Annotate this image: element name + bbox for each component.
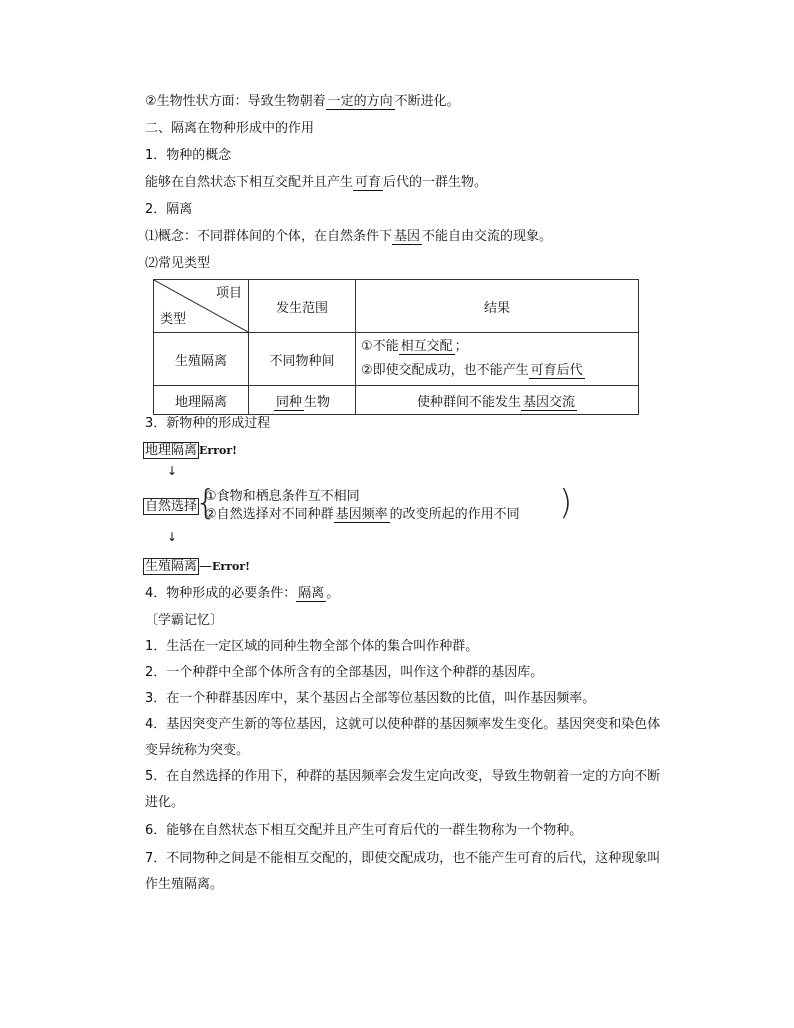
table-header-row (154, 280, 639, 333)
memory-item: 5．在自然选择的作用下，种群的基因频率会发生定向改变，导致生物朝着一定的方向不断 (145, 769, 661, 784)
error-text: Error! (212, 560, 250, 573)
text-segment: 使种群间不能发生 (416, 394, 521, 410)
memory-item: 7．不同物种之间是不能相互交配的，即使交配成功，也不能产生可育的后代，这种现象叫 (145, 851, 661, 866)
table-cell (249, 386, 356, 415)
process-box: 生殖隔离 (145, 559, 198, 574)
header-corner-top: 项目 (215, 286, 242, 301)
answer-blank: 可育 (355, 175, 382, 190)
text-segment: ⑴概念：不同群体间的个体，在自然条件下 (145, 229, 393, 244)
process-box: 自然选择 (145, 499, 198, 514)
table-header-cell: 发生范围 (249, 280, 356, 333)
subheading: 3．新物种的形成过程 (145, 416, 271, 431)
text-segment: ②生物性状方面：导致生物朝着 (145, 94, 326, 109)
process-step-geographic (143, 442, 237, 460)
table-row (154, 386, 639, 415)
answer-blank: 基因频率 (335, 507, 388, 522)
table-cell (356, 333, 639, 386)
text-segment: ②自然选择对不同种群 (205, 507, 334, 522)
text-segment: ①不能 (361, 339, 399, 354)
text-segment: 不能自由交流的现象。 (422, 229, 553, 244)
memory-item: 作生殖隔离。 (145, 877, 224, 892)
text-segment: ②即使交配成功，也不能产生 (361, 363, 529, 378)
answer-blank: 可育后代 (530, 363, 583, 378)
memory-item: 变异统称为突变。 (145, 743, 250, 758)
memory-item: 进化。 (145, 795, 185, 810)
memory-item: 6．能够在自然状态下相互交配并且产生可育后代的一群生物称为一个物种。 (145, 823, 583, 838)
text-segment: 的改变所起的作用不同 (389, 507, 520, 522)
text-line (145, 93, 460, 111)
memory-title: 〔学霸记忆〕 (145, 613, 224, 628)
table-header-cell: 结果 (356, 280, 639, 333)
memory-item: 3．在一个种群基因库中，某个基因占全部等位基因数的比值，叫作基因频率。 (145, 691, 596, 706)
text-segment: — (199, 559, 213, 574)
process-box: 地理隔离 (145, 443, 198, 458)
memory-item: 4．基因突变产生新的等位基因，这就可以使种群的基因频率发生变化。基因突变和染色体 (145, 717, 661, 732)
table-row (154, 333, 639, 386)
down-arrow-icon: ↓ (167, 464, 178, 478)
table-cell: 生殖隔离 (154, 333, 249, 386)
text-segment: 能够在自然状态下相互交配并且产生 (145, 175, 354, 190)
table-cell: 地理隔离 (154, 386, 249, 415)
process-step-reproductive (143, 558, 250, 576)
right-brace-icon: ) (559, 483, 573, 523)
text-segment: 后代的一群生物。 (383, 175, 488, 190)
memory-item: 1．生活在一定区域的同种生物全部个体的集合叫作种群。 (145, 639, 479, 654)
subheading: 2．隔离 (145, 202, 193, 217)
section-heading: 二、隔离在物种形成中的作用 (145, 121, 315, 136)
header-corner-bottom: 类型 (160, 312, 187, 327)
answer-blank: 同种 (275, 394, 302, 410)
text-line (145, 585, 339, 603)
answer-blank: 相互交配 (400, 339, 453, 354)
answer-blank: 基因交流 (523, 394, 576, 410)
table-cell (356, 386, 639, 415)
text-segment: ； (454, 339, 468, 354)
left-brace-icon: { (195, 483, 217, 523)
subheading: ⑵常见类型 (145, 256, 211, 271)
text-line (145, 174, 487, 192)
text-segment: 不断进化。 (394, 94, 460, 109)
subheading: 1．物种的概念 (145, 148, 232, 163)
memory-item: 2．一个种群中全部个体所含有的全部基因，叫作这个种群的基因库。 (145, 665, 544, 680)
answer-blank: 一定的方向 (327, 94, 393, 109)
table-cell: 不同物种间 (249, 333, 356, 386)
text-segment: 生物 (304, 394, 331, 410)
diagonal-header-cell (154, 280, 249, 333)
text-segment: 。 (326, 586, 340, 601)
selection-item (205, 506, 520, 524)
answer-blank: 隔离 (298, 586, 325, 601)
process-step-selection (143, 498, 199, 516)
text-line (145, 228, 552, 246)
isolation-types-table (153, 279, 639, 415)
answer-blank: 基因 (394, 229, 421, 244)
selection-item: ①食物和栖息条件互不相同 (205, 489, 360, 504)
text-segment: 4．物种形成的必要条件： (145, 586, 297, 601)
down-arrow-icon: ↓ (167, 530, 178, 544)
error-text: Error! (199, 444, 237, 457)
